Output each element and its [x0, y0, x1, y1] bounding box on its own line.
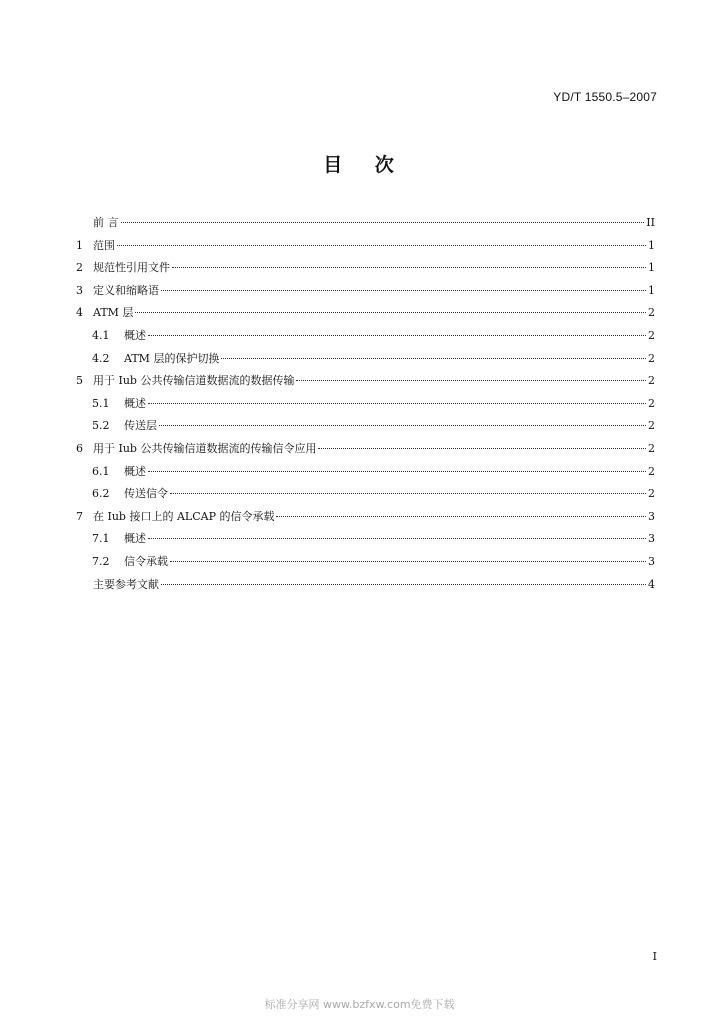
- toc-entry-number: 4.2: [92, 351, 110, 365]
- toc-entry-page: 1: [648, 283, 655, 297]
- toc-entry-number: 6.1: [92, 464, 110, 478]
- dot-leader: [296, 380, 646, 381]
- toc-entry-label: ATM 层: [93, 306, 134, 320]
- dot-leader: [148, 471, 646, 472]
- toc-entry-number: 5.2: [92, 419, 110, 433]
- toc-entry-number: 1: [76, 238, 83, 252]
- toc-entry-page: 2: [648, 487, 655, 501]
- toc-entry-page: 4: [648, 577, 655, 591]
- dot-leader: [161, 584, 646, 585]
- dot-leader: [159, 425, 646, 426]
- dot-leader: [117, 245, 646, 246]
- toc-entry-number: 7.2: [92, 554, 110, 568]
- toc-entry-label: 定义和缩略语: [93, 283, 159, 297]
- dot-leader: [170, 493, 646, 494]
- toc-entry-page: 3: [648, 509, 655, 523]
- toc-entry[interactable]: [76, 528, 655, 551]
- toc-entry-label: 概述: [124, 396, 146, 410]
- toc-entry-label: 用于 Iub 公共传输信道数据流的传输信令应用: [93, 441, 317, 455]
- toc-entry-label: 用于 Iub 公共传输信道数据流的数据传输: [93, 374, 295, 388]
- toc-entry-number: 4.1: [92, 328, 110, 342]
- toc-entry[interactable]: [76, 280, 655, 303]
- toc-entry-page: 2: [648, 419, 655, 433]
- toc-entry[interactable]: [76, 483, 655, 506]
- toc-entry-page: 3: [648, 554, 655, 568]
- toc-entry-label: 规范性引用文件: [93, 261, 170, 275]
- toc-entry-page: 2: [648, 328, 655, 342]
- toc-entry-page: 1: [648, 238, 655, 252]
- toc-entry[interactable]: [76, 212, 655, 235]
- toc-entry-number: 3: [76, 283, 83, 297]
- toc-entry-page: 2: [648, 441, 655, 455]
- watermark: 标准分享网 www.bzfxw.com免费下载: [264, 998, 455, 1011]
- toc-entry-page: 1: [648, 261, 655, 275]
- toc-entry-label: 传送层: [124, 419, 157, 433]
- toc-entry-label: 信令承载: [124, 554, 168, 568]
- toc-entry-page: 2: [648, 374, 655, 388]
- dot-leader: [318, 448, 646, 449]
- toc-entry-page: 3: [648, 532, 655, 546]
- toc-entry-number: 4: [76, 306, 83, 320]
- toc-entry-number: 2: [76, 261, 83, 275]
- dot-leader: [170, 561, 646, 562]
- page-title: 目 次: [323, 154, 396, 176]
- dot-leader: [172, 267, 646, 268]
- toc-entry[interactable]: [76, 257, 655, 280]
- toc-entry-label: 前 言: [93, 216, 119, 229]
- dot-leader: [276, 516, 646, 517]
- toc-entry-number: 5: [76, 374, 83, 388]
- table-of-contents: [76, 212, 655, 596]
- toc-entry-label: 传送信令: [124, 487, 168, 501]
- toc-entry[interactable]: [76, 302, 655, 325]
- toc-entry-label: 概述: [124, 532, 146, 546]
- toc-entry-page: 2: [648, 351, 655, 365]
- toc-entry-number: 6.2: [92, 487, 110, 501]
- toc-entry-label: 主要参考文献: [93, 577, 159, 591]
- toc-entry-label: 在 Iub 接口上的 ALCAP 的信令承载: [93, 509, 275, 523]
- dot-leader: [221, 358, 646, 359]
- toc-entry[interactable]: [76, 348, 655, 371]
- toc-entry-number: 7: [76, 509, 83, 523]
- toc-entry-page: 2: [648, 464, 655, 478]
- toc-entry-label: ATM 层的保护切换: [124, 351, 220, 365]
- toc-entry-number: 7.1: [92, 532, 110, 546]
- toc-entry[interactable]: [76, 393, 655, 416]
- toc-entry[interactable]: [76, 574, 655, 597]
- toc-entry[interactable]: [76, 235, 655, 258]
- page-number: I: [652, 950, 657, 963]
- dot-leader: [148, 403, 646, 404]
- toc-entry[interactable]: [76, 370, 655, 393]
- toc-entry-label: 概述: [124, 328, 146, 342]
- toc-entry-page: 2: [648, 396, 655, 410]
- dot-leader: [135, 312, 646, 313]
- toc-entry[interactable]: [76, 415, 655, 438]
- standard-number: YD/T 1550.5–2007: [553, 90, 657, 104]
- toc-entry[interactable]: [76, 461, 655, 484]
- toc-entry-label: 范围: [93, 238, 115, 252]
- dot-leader: [161, 290, 646, 291]
- toc-entry-number: 6: [76, 441, 83, 455]
- toc-entry[interactable]: [76, 551, 655, 574]
- dot-leader: [121, 222, 645, 223]
- dot-leader: [148, 335, 646, 336]
- dot-leader: [148, 538, 646, 539]
- toc-entry-page: 2: [648, 306, 655, 320]
- toc-entry-label: 概述: [124, 464, 146, 478]
- toc-entry[interactable]: [76, 325, 655, 348]
- toc-entry-page: II: [646, 216, 655, 229]
- toc-entry[interactable]: [76, 506, 655, 529]
- toc-entry[interactable]: [76, 438, 655, 461]
- toc-entry-number: 5.1: [92, 396, 110, 410]
